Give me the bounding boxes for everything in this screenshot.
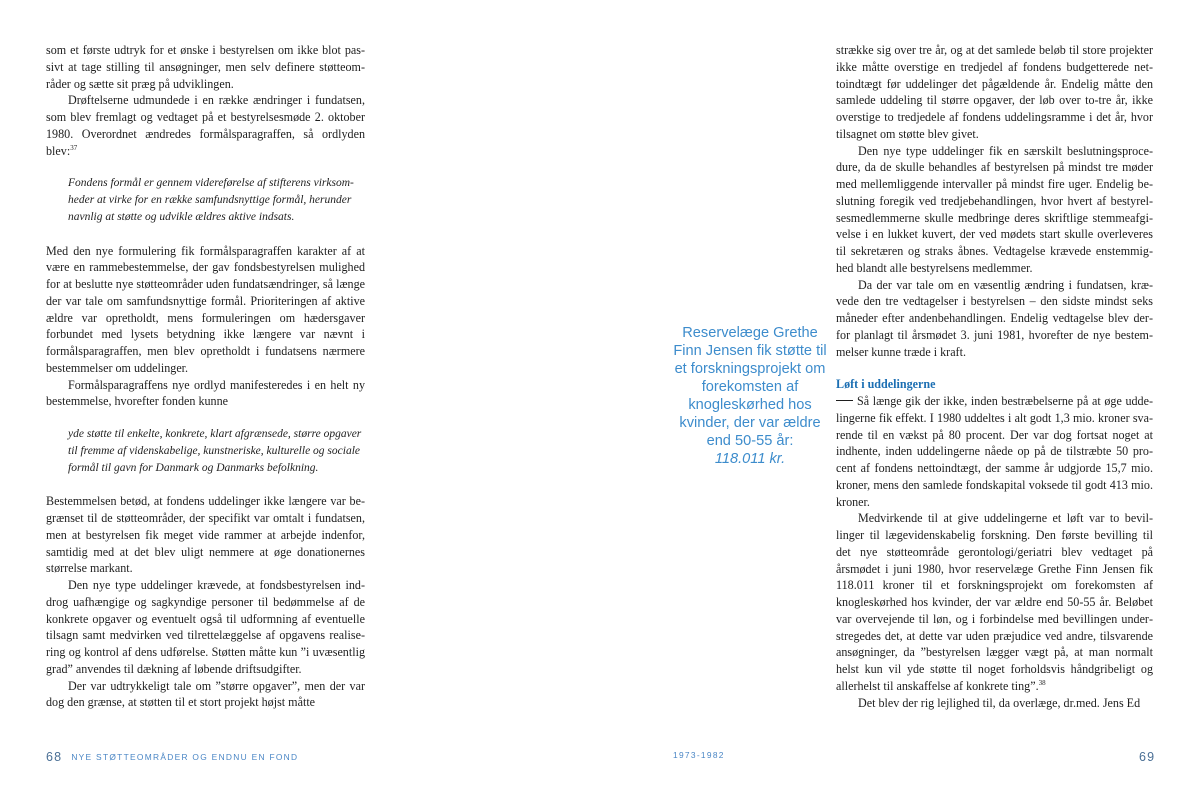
body-paragraph: Da der var tale om en væsentlig ændring i fundatsen, krævede den tre vedtagelser i bestyrelsen – den sidste mindst seks måneder efter andenbehandlingen. Endelig vedtagelse blev derfor planlagt til årsmødet 3. juni 1981, hvorefter de nye bestemmelser kunne træde i kraft. (836, 277, 1153, 359)
footnote-ref[interactable]: 37 (70, 143, 78, 152)
right-footer (1139, 748, 1155, 766)
body-paragraph: Den nye type uddelinger fik en særskilt beslutningsprocedure, da de skulle behandles af bestyrelsen på mindst tre møder med mellemliggende intervaller på mindst fire uger. Endelig beslutning foregik ved tredjebehandlingen, hvor hvert af bestyrelsesmedlemmerne skulle medbringe deres skriftlige stemmeafgivelse i en lukket kuvert, der ved mødets start skulle overleveres til sekretæren og straks åbnes. Vedtagelse krævede enstemmighed blandt alle bestyrelsens medlemmer. (836, 143, 1153, 275)
pull-quote-text: Reservelæge Grethe Finn Jensen fik støtte til et forskningsprojekt om forekomsten af knogleskørhed hos kvinder, der var ældre end 50-55 år: (673, 325, 827, 449)
body-text: Medvirkende til at give uddelingerne et løft var to bevillinger til lægevidenskabelig forskning. Den første bevilling til det nye støtteområde gerontologi/geriatri blev vedtaget på årsmødet i juni 1980, hvor reservelæge Grethe Finn Jensen fik 118.011 kroner til et forskningsprojekt om forekomsten af knogleskørhed hos kvinder, der var ældre end 50-55 år. Beløbet var overvejende til løn, og i forbindelse med bevillingen understregedes det, at dette var uden præjudice ved andre, tilsvarende ansøgninger, da ”bestyrelsen lægger vægt på, at man normalt helst kun vil yde støtte til noget forholdsvis håndgribeligt og allerhelst til anskaffelse af konkrete ting”. (836, 511, 1153, 693)
body-paragraph: Der var udtrykkeligt tale om ”større opgaver”, men der var dog den grænse, at støtten til et stort projekt højst måtte (46, 678, 365, 710)
body-paragraph: Formålsparagraffens nye ordlyd manifesteredes i en helt ny bestemmelse, hvorefter fonden kunne (46, 377, 365, 409)
pull-quote-amount: 118.011 kr. (714, 451, 786, 467)
body-paragraph: Med den nye formulering fik formålsparagraffen karakter af at være en rammebestemmelse, der gav fondsbestyrelsen mulighed for at beslutte nye støtteområder uden fundatsændringer, så længe der var tale om samfundsnyttige formål. Prioriteringen af aktive ældre var opretholdt, mens formuleringen om hædersgaver forbundet med lysets betydning ikke længere var nævnt i formålsparagraffen, men blev opretholdt i fundatsens nærmere bestemmelser om uddelinger. (46, 243, 365, 375)
body-paragraph: Den nye type uddelinger krævede, at fondsbestyrelsen inddrog uafhængige og sagkyndige personer til bedømmelse af de konkrete opgaver og eventuelt også til udformning af eventuelle tilsagn samt medvirken ved tilrettelæggelse af opgavens realisering og kontrol af dens udførelse. Støtten måtte kun ”i uvæsentlig grad” anvendes til dækning af løbende driftsudgifter. (46, 578, 365, 676)
body-paragraph (46, 92, 365, 159)
section-heading: Løft i uddelingerne (836, 377, 936, 392)
right-text-column (836, 42, 1153, 711)
body-paragraph: Bestemmelsen betød, at fondens uddelinger ikke længere var begrænset til de støtteområder, der specifikt var omtalt i fundatsen, men at bestyrelsen fik meget vide rammer at arbejde indenfor, samtidig med at det blev uligt nemmere at øge donationernes størrelse markant. (46, 494, 365, 576)
body-paragraph: strække sig over tre år, og at det samlede beløb til store projekter ikke måtte overstige en tredjedel af fondens budgetterede nettoindtægt før uddelinger det pågældende år. Endelig måtte den samlede uddeling til større opgaver, der løb over to-tre år, ikke overstige to tredjedele af fondens uddelingsramme i det år, hvor tilsagnet om støtte blev givet. (836, 43, 1153, 141)
body-paragraph (836, 510, 1153, 694)
period-label: 1973-1982 (673, 750, 725, 760)
left-text-column (46, 42, 365, 711)
chapter-title: NYE STØTTEOMRÅDER OG ENDNU EN FOND (71, 752, 299, 762)
body-paragraph (836, 393, 1153, 510)
body-text: Så længe gik der ikke, inden bestræbelserne på at øge uddelingerne fik effekt. I 1980 uddeltes i alt godt 1,3 mio. kroner svarende til en vækst på 80 procent. Der var dog fortsat noget at indhente, inden uddelingerne nåede op på de tilstræbte 50 procent af fondens nettoindtægt, der samme år udgjorde 15,7 mio. kroner, mens den samlede fondskapital voksede til godt 413 mio. kroner. (836, 394, 1153, 509)
left-page-number: 68 (46, 750, 63, 764)
body-text: Drøftelserne udmundede i en række ændringer i fundatsen, som blev fremlagt og vedtaget på et bestyrelsesmøde 2. oktober 1980. Overordnet ændredes formålsparagraffen, så ordlyden blev: (46, 93, 365, 158)
right-page-number: 69 (1139, 750, 1156, 764)
em-dash-rule (836, 400, 853, 401)
left-footer (46, 748, 298, 766)
body-paragraph: Det blev der rig lejlighed til, da overlæge, dr.med. Jens Ed (858, 695, 1141, 710)
block-quote: yde støtte til enkelte, konkrete, klart afgrænsede, større opgaver til fremme af videnskabelige, kunstneriske, kulturelle og sociale formål til gavn for Danmark og Danmarks befolkning. (68, 428, 362, 474)
pull-quote (672, 324, 828, 468)
body-paragraph: som et første udtryk for et ønske i bestyrelsen om ikke blot passivt at tage stilling til ansøgninger, men selv definere støtteområder og sætte sit præg på udviklingen. (46, 43, 365, 91)
footnote-ref[interactable]: 38 (1038, 678, 1046, 687)
block-quote: Fondens formål er gennem videreførelse af stifterens virksomheder at virke for en række samfundsnyttige formål, herunder navnlig at støtte og udvikle ældres aktive indsats. (68, 177, 354, 223)
